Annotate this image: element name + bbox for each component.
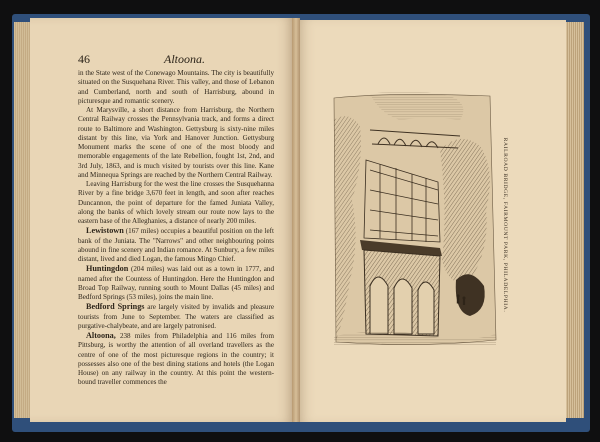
illustration-caption: RAILROAD BRIDGE, FAIRMOUNT PARK, PHILADELPHIA.: [502, 137, 508, 313]
page-edges-left: [14, 22, 30, 418]
body-text: [78, 69, 274, 388]
page-number: 46: [78, 52, 90, 66]
paragraph: in the State west of the Conewago Mountains. The city is beautifully situated on the Susquehana River. This valley, and those of Lebanon and Cumberland, north and south of Harrisburg, abound in picturesque and romantic scenery.: [78, 69, 274, 105]
paragraph: Huntingdon (204 miles) was laid out as a town in 1777, and named after the Countess of Huntingdon. Here the Huntingdon and Broad Top Railway, running south to Mount Dallas (45 miles) and Bedford Springs (53 miles), joins the main line.: [78, 264, 274, 301]
paragraph: Lewistown (167 miles) occupies a beautiful position on the left bank of the Juniata. The "Narrows" and other neighbouring points abound in fine scenery and Indian romance. At Sunbury, a few miles distant, lived and died Logan, the famous Mingo Chief.: [78, 226, 274, 263]
paragraph: At Marysville, a short distance from Harrisburg, the Northern Central Railway crosses the Pennsylvania track, and forms a direct route to Baltimore and Washington. Gettysburg is sixty-nine miles distant by this line, via York and Hanover Junction. Gettysburg Monument marks the scene of one of the most bloody and memorable engagements of the late Rebellion, fought 1st, 2nd, and 3rd July, 1863, and is much visited by tourists over this line. Kane and Minnequa Springs are reached by the Northern Central Railway.: [78, 106, 274, 179]
page-edges-right: [566, 22, 584, 418]
place-heading: Lewistown: [86, 226, 124, 236]
book-gutter: [292, 18, 300, 422]
place-heading: Huntingdon: [86, 264, 129, 274]
place-heading: Altoona,: [86, 331, 116, 340]
page-header: [78, 52, 274, 66]
running-title: Altoona.: [164, 52, 205, 66]
railroad-bridge-illustration: [330, 90, 498, 352]
place-heading: Bedford Springs: [86, 302, 145, 312]
paragraph: Leaving Harrisburg for the west the line crosses the Susquehanna River by a fine bridge 3,670 feet in length, and soon after reaches Duncannon, the point of departure for the famed Juniata Valley, along the banks of which lovely stream our route now lays to the eastern base of the Alleghanies, a distance of nearly 200 miles.: [78, 180, 274, 225]
paragraph: Altoona, 238 miles from Philadelphia and 116 miles from Pittsburg, is worthy the attention of all overland travellers as the centre of one of the most picturesque regions in the country; it possesses also one of the best dining stations and hotels (the Logan House) on any railway in the country. At this point the western-bound traveller commences the: [78, 331, 274, 387]
paragraph: Bedford Springs are largely visited by invalids and pleasure tourists from June to September. The waters are classified as purgative-chalybeate, and are largely patronised.: [78, 302, 274, 330]
